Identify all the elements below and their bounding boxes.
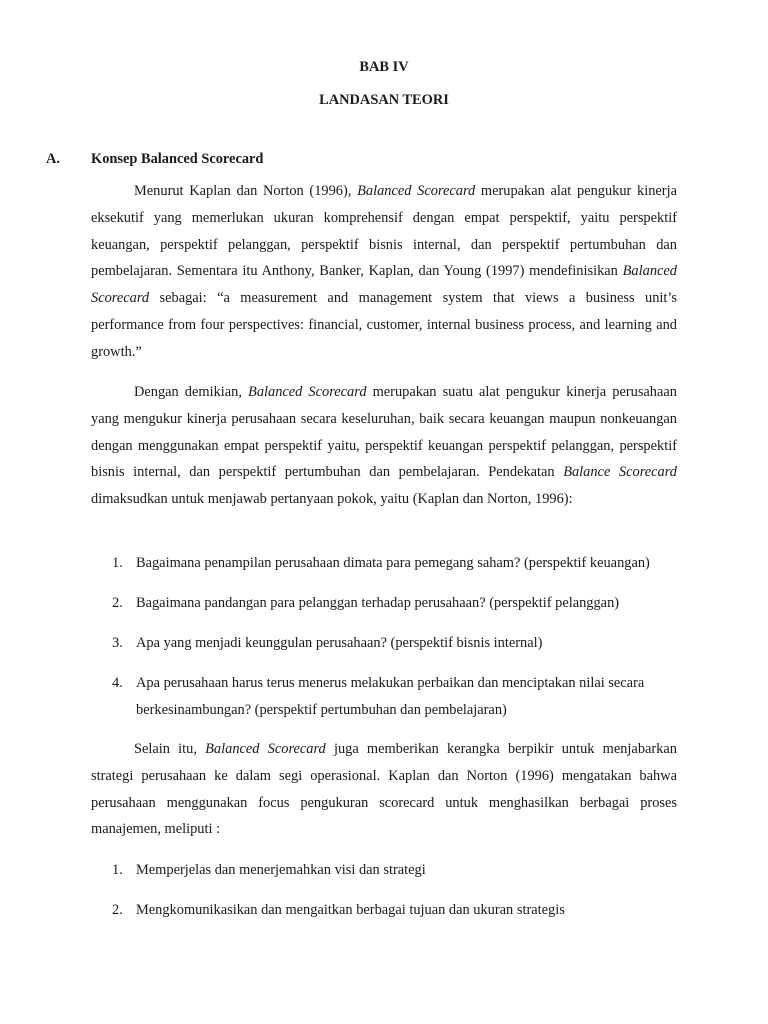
paragraph-3-text-1: Selain itu,	[134, 741, 206, 757]
list-item-text: Bagaimana pandangan para pelanggan terhadap perusahaan? (perspektif pelanggan)	[136, 595, 620, 611]
chapter-number: BAB IV	[359, 59, 409, 75]
paragraph-1-term-1: Balanced Scorecard	[357, 183, 476, 199]
list-item-text: Apa perusahaan harus terus menerus melakukan perbaikan dan menciptakan nilai secara berkesinambungan? (perspektif pertumbuhan dan pembelajaran)	[136, 675, 645, 718]
paragraph-2-term-1: Balanced Scorecard	[248, 384, 367, 400]
paragraph-2-text-1: Dengan demikian,	[134, 384, 249, 400]
paragraph-3	[91, 736, 677, 843]
list-item-text: Apa yang menjadi keunggulan perusahaan? (perspektif bisnis internal)	[136, 635, 543, 651]
list-item	[91, 670, 677, 724]
list-item	[91, 857, 677, 884]
paragraph-1-text-1: Menurut Kaplan dan Norton (1996),	[134, 183, 358, 199]
paragraph-1-text-2: merupakan alat pengukur kinerja eksekutif yang memerlukan ukuran komprehensif dengan empat perspektif, yaitu perspektif keuangan, perspektif pelanggan, perspektif bisnis internal, dan perspektif pertumbuhan dan pembelajaran. Sementara itu Anthony, Banker, Kaplan, dan Young (1997) mendefinisikan	[91, 183, 677, 280]
list-item-number: 1.	[112, 862, 123, 878]
paragraph-2-text-2: merupakan suatu alat pengukur kinerja perusahaan yang mengukur kinerja perusahaan secara keseluruhan, baik secara keuangan maupun nonkeuangan dengan menggunakan empat perspektif yaitu, perspektif keuangan perspektif pelanggan, perspektif bisnis internal, dan perspektif pertumbuhan dan pembelajaran. Pendekatan	[91, 384, 677, 481]
paragraph-3-term-1: Balanced Scorecard	[205, 741, 326, 757]
paragraph-1	[91, 178, 677, 366]
list-item-text: Memperjelas dan menerjemahkan visi dan strategi	[136, 862, 426, 878]
list-item-number: 1.	[112, 555, 123, 571]
paragraph-2	[91, 379, 677, 513]
list-item-text: Bagaimana penampilan perusahaan dimata para pemegang saham? (perspektif keuangan)	[136, 555, 650, 571]
list-item	[91, 590, 677, 617]
paragraph-2-term-2: Balance Scorecard	[563, 464, 677, 481]
paragraph-1-text-3: sebagai: “a measurement and management system that views a business unit’s performance from four perspectives: financial, customer, internal business process, and learning and growth.”	[91, 290, 677, 360]
list-item	[91, 550, 677, 577]
paragraph-3-text-2: juga memberikan kerangka berpikir untuk menjabarkan strategi perusahaan ke dalam segi operasional. Kaplan dan Norton (1996) mengatakan bahwa perusahaan menggunakan focus pengukuran scorecard untuk menghasilkan berbagai proses manajemen, meliputi :	[91, 741, 677, 838]
chapter-title: LANDASAN TEORI	[319, 92, 449, 108]
list-item-number: 3.	[112, 635, 123, 651]
list-item-text: Mengkomunikasikan dan mengaitkan berbagai tujuan dan ukuran strategis	[136, 902, 565, 918]
paragraph-2-text-3: dimaksudkan untuk menjawab pertanyaan pokok, yaitu (Kaplan dan Norton, 1996):	[91, 491, 573, 508]
list-item	[91, 897, 677, 924]
list-item-number: 2.	[112, 902, 123, 918]
list-item	[91, 630, 677, 657]
section-title: Konsep Balanced Scorecard	[91, 151, 264, 167]
section-number: A.	[46, 151, 60, 167]
list-item-number: 2.	[112, 595, 123, 611]
list-item-number: 4.	[112, 675, 123, 691]
paragraph-1-term-2: Balanced Scorecard	[91, 263, 677, 307]
